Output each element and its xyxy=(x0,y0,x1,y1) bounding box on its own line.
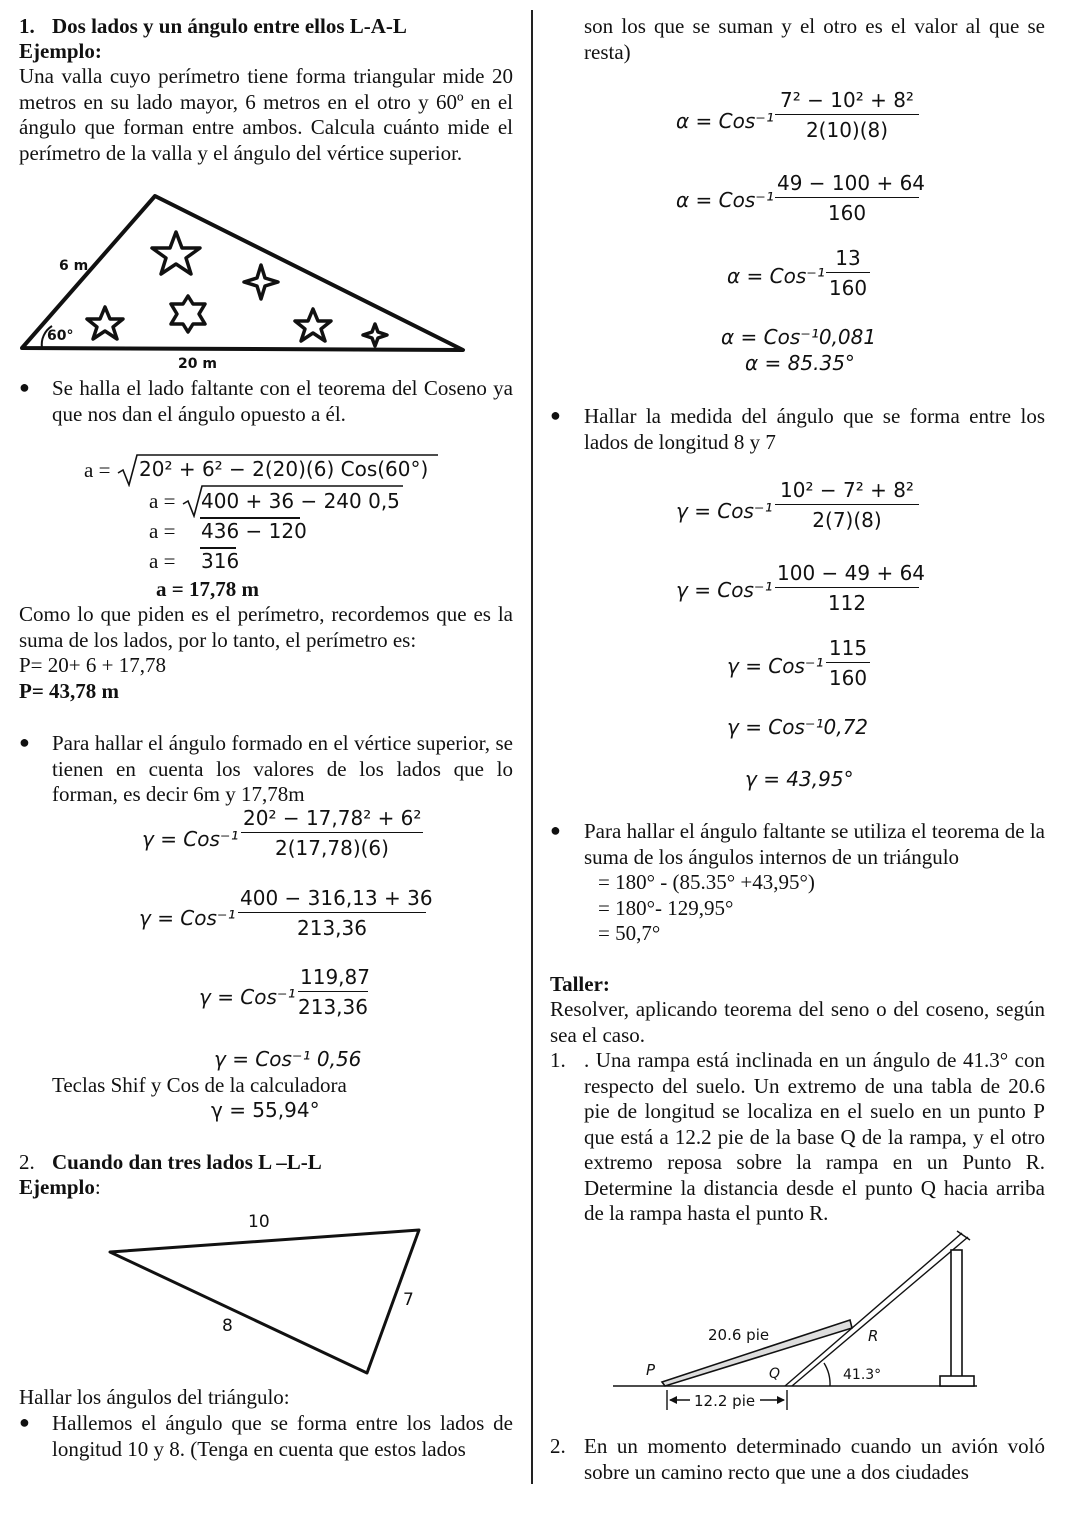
alpha3-numerator: 13 xyxy=(826,246,870,273)
taller-heading: Taller: xyxy=(550,972,610,996)
fig1-base-label: 20 m xyxy=(178,356,217,370)
gamma1-denominator: 2(17,78)(6) xyxy=(275,836,389,860)
gammaB1-denominator: 2(7)(8) xyxy=(812,508,882,532)
alpha1-fraction xyxy=(775,88,919,142)
gamma2-numerator: 400 − 316,13 + 36 xyxy=(238,886,426,913)
alpha3-denominator: 160 xyxy=(828,276,868,300)
problem1-number: 1. xyxy=(550,1048,566,1072)
a-eq2-radicand: 400 + 36 − 240 0,5 xyxy=(201,489,400,513)
fig3-q-label: Q xyxy=(769,1366,781,1382)
alpha1-lhs: α = Cos⁻¹ xyxy=(676,109,774,133)
bullet-dot: ● xyxy=(19,377,30,397)
gammaB2-denominator: 112 xyxy=(827,591,867,615)
ramp-figure xyxy=(610,1230,980,1420)
gamma4: γ = Cos⁻¹ 0,56 xyxy=(214,1047,362,1071)
fig2-top-label: 10 xyxy=(248,1212,270,1232)
fig3-distance-label: 12.2 pie xyxy=(694,1392,756,1410)
section1-number: 1. xyxy=(19,14,35,38)
section1-title: Dos lados y un ángulo entre ellos L-A-L xyxy=(52,14,407,38)
gammaB1-fraction xyxy=(775,478,919,532)
taller-instructions: Resolver, aplicando teorema del seno o del coseno, según sea el caso. xyxy=(550,997,1045,1047)
gamma1-fraction xyxy=(241,806,423,860)
angle-sum-step3: = 50,7° xyxy=(598,921,661,945)
perimeter-text: Como lo que piden es el perímetro, recordemos que es la suma de los lados, por lo tanto, el perímetro es: xyxy=(19,602,513,652)
gamma5: γ = 55,94° xyxy=(211,1098,320,1122)
fig2-right-label: 7 xyxy=(403,1290,414,1310)
star-icon xyxy=(244,265,278,299)
fig3-board-label: 20.6 pie xyxy=(708,1326,770,1344)
angles-intro: Hallar los ángulos del triángulo: xyxy=(19,1385,290,1409)
gammaB1-lhs: γ = Cos⁻¹ xyxy=(676,499,773,523)
gammaB2-lhs: γ = Cos⁻¹ xyxy=(676,578,773,602)
triangle-lll-figure xyxy=(100,1205,430,1385)
perimeter-result: P= 43,78 m xyxy=(19,679,120,703)
gamma2-denominator: 213,36 xyxy=(297,916,367,940)
a-eq1-lhs: a = xyxy=(84,458,111,482)
fig1-side-label: 6 m xyxy=(59,258,89,274)
gamma1-lhs: γ = Cos⁻¹ xyxy=(142,827,239,851)
star-icon xyxy=(87,307,123,339)
bullet-dot: ● xyxy=(550,405,561,425)
gamma3-fraction xyxy=(298,965,368,1019)
bullet2-text: Para hallar el ángulo formado en el vértice superior, se tienen en cuenta los valores de los lados que lo forman, es decir 6m y 17,78m xyxy=(52,731,513,806)
fig2-left-label: 8 xyxy=(222,1316,233,1336)
problem2-statement: En un momento determinado cuando un avión voló sobre un camino recto que une a dos ciudades xyxy=(584,1434,1045,1484)
problem2-number: 2. xyxy=(550,1434,566,1458)
gammaB1-numerator: 10² − 7² + 8² xyxy=(775,478,919,505)
problem1-text: Una valla cuyo perímetro tiene forma triangular mide 20 metros en su lado mayor, 6 metros en el otro y 60º en el ángulo que forman entre ambos. Calcula cuánto mide el perímetro de la valla y el ángulo del vértice superior. xyxy=(19,64,513,165)
alpha3-lhs: α = Cos⁻¹ xyxy=(727,264,825,288)
bullet1-text: Se halla el lado faltante con el teorema del Coseno ya que nos dan el ángulo opuesto a él. xyxy=(52,376,513,426)
a-eq3-lhs: a = xyxy=(149,519,176,543)
gammaB5: γ = 43,95° xyxy=(745,767,854,791)
column-divider xyxy=(531,10,533,1484)
gammaB2-fraction xyxy=(775,561,926,615)
bullet3-text: Hallemos el ángulo que se forma entre los lados de longitud 10 y 8. (Tenga en cuenta que estos lados xyxy=(52,1411,513,1461)
star-icon xyxy=(363,324,387,346)
example1-label: Ejemplo: xyxy=(19,39,102,63)
a-eq2-lhs: a = xyxy=(149,489,176,513)
gammaB4: γ = Cos⁻¹0,72 xyxy=(727,715,869,739)
fig1-angle-label: 60° xyxy=(47,328,74,344)
triangle-fence-figure xyxy=(18,190,470,370)
section2-title: Cuando dan tres lados L –L-L xyxy=(52,1150,322,1174)
alpha1-numerator: 7² − 10² + 8² xyxy=(775,88,919,115)
gamma3-lhs: γ = Cos⁻¹ xyxy=(199,985,296,1009)
gammaB3-denominator: 160 xyxy=(828,666,868,690)
star-icon xyxy=(171,296,205,332)
a-eq3-value: 436 − 120 xyxy=(201,519,307,543)
perimeter-equation: P= 20+ 6 + 17,78 xyxy=(19,653,166,677)
bullet4-text: Hallar la medida del ángulo que se forma entre los lados de longitud 8 y 7 xyxy=(584,404,1045,454)
gammaB3-lhs: γ = Cos⁻¹ xyxy=(727,654,824,678)
section2-number: 2. xyxy=(19,1150,35,1174)
fig3-p-label: P xyxy=(646,1361,656,1379)
a-result: a = 17,78 m xyxy=(156,577,259,601)
fig3-angle-label: 41.3° xyxy=(843,1367,882,1383)
alpha1-denominator: 2(10)(8) xyxy=(805,118,889,142)
a-eq1-radicand: 20² + 6² − 2(20)(6) Cos(60°) xyxy=(139,457,429,481)
gammaB3-numerator: 115 xyxy=(826,636,870,663)
angle-sum-step1: = 180° - (85.35° +43,95°) xyxy=(598,870,815,894)
gammaB3-fraction xyxy=(826,636,870,690)
a-eq4-lhs: a = xyxy=(149,549,176,573)
alpha3-fraction xyxy=(826,246,870,300)
gamma1-numerator: 20² − 17,78² + 6² xyxy=(241,806,423,833)
angle-sum-step2: = 180°- 129,95° xyxy=(598,896,734,920)
star-icon xyxy=(152,232,200,274)
gamma3-numerator: 119,87 xyxy=(298,965,368,992)
problem1-statement: . Una rampa está inclinada en un ángulo de 41.3° con respecto del suelo. Un extremo de una tabla de 20.6 pie de longitud se localiza en el suelo en un punto P que está a 12.2 pie de la base Q de la rampa, y el otro extremo reposa sobre la rampa en un Punto R. Determine la distancia desde el punto Q hacia arriba de la rampa hasta el punto R. xyxy=(584,1048,1045,1225)
gamma3-denominator: 213,36 xyxy=(298,995,368,1019)
calculator-note: Teclas Shif y Cos de la calculadora xyxy=(52,1073,347,1097)
alpha2-numerator: 49 − 100 + 64 xyxy=(775,171,919,198)
gammaB2-numerator: 100 − 49 + 64 xyxy=(775,561,919,588)
fig3-r-label: R xyxy=(868,1327,879,1345)
gamma2-fraction xyxy=(238,886,433,940)
a-eq4-value: 316 xyxy=(201,549,240,573)
alpha4: α = Cos⁻¹0,081 xyxy=(721,325,877,349)
gamma2-lhs: γ = Cos⁻¹ xyxy=(139,906,236,930)
star-icon xyxy=(295,309,331,341)
alpha2-denominator: 160 xyxy=(827,201,867,225)
alpha5: α = 85.35° xyxy=(745,351,855,375)
bullet-dot: ● xyxy=(550,820,561,840)
bullet-dot: ● xyxy=(19,732,30,752)
example2-label: Ejemplo: xyxy=(19,1175,101,1199)
alpha2-lhs: α = Cos⁻¹ xyxy=(676,188,774,212)
bullet-dot: ● xyxy=(19,1412,30,1432)
alpha2-fraction xyxy=(775,171,926,225)
bullet5-text: Para hallar el ángulo faltante se utiliza el teorema de la suma de los ángulos internos de un triángulo xyxy=(584,819,1045,869)
continuation-text: son los que se suman y el otro es el valor al que se resta) xyxy=(584,14,1045,64)
